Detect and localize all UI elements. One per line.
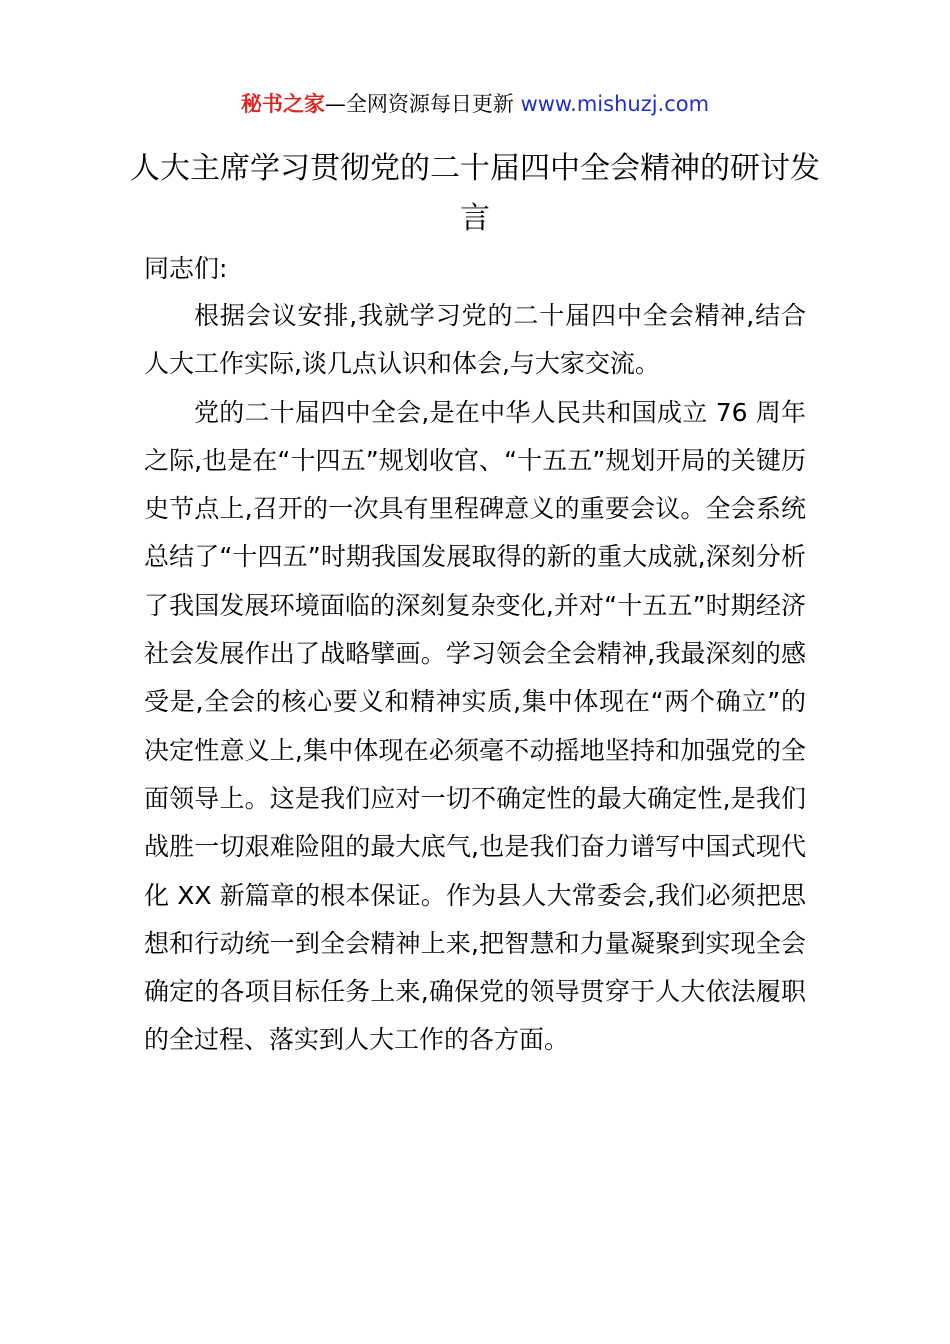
document-title: 人大主席学习贯彻党的二十届四中全会精神的研讨发言 xyxy=(130,151,820,236)
header-tagline: —全网资源每日更新 xyxy=(324,92,521,116)
document-body xyxy=(144,292,806,1065)
site-header xyxy=(0,86,950,122)
brand-name: 秘书之家 xyxy=(240,92,325,116)
paragraph: 根据会议安排,我就学习党的二十届四中全会精神,结合人大工作实际,谈几点认识和体会,与大家交流。 xyxy=(144,301,806,379)
salutation: 同志们: xyxy=(144,254,228,283)
site-url-link[interactable]: www.mishuzj.com xyxy=(520,92,710,116)
paragraph: 党的二十届四中全会,是在中华人民共和国成立 76 周年之际,也是在“十四五”规划收官、“十五五”规划开局的关键历史节点上,召开的一次具有里程碑意义的重要会议。全会系统总结了“十四五”时期我国发展取得的新的重大成就,深刻分析了我国发展环境面临的深刻复杂变化,并对“十五五”时期经济社会发展作出了战略擘画。学习领会全会精神,我最深刻的感受是,全会的核心要义和精神实质,集中体现在“两个确立”的决定性意义上,集中体现在必须毫不动摇地坚持和加强党的全面领导上。这是我们应对一切不确定性的最大确定性,是我们战胜一切艰难险阻的最大底气,也是我们奋力谱写中国式现代化 XX 新篇章的根本保证。作为县人大常委会,我们必须把思想和行动统一到全会精神上来,把智慧和力量凝聚到实现全会确定的各项目标任务上来,确保党的领导贯穿于人大依法履职的全过程、落实到人大工作的各方面。 xyxy=(144,397,806,1055)
